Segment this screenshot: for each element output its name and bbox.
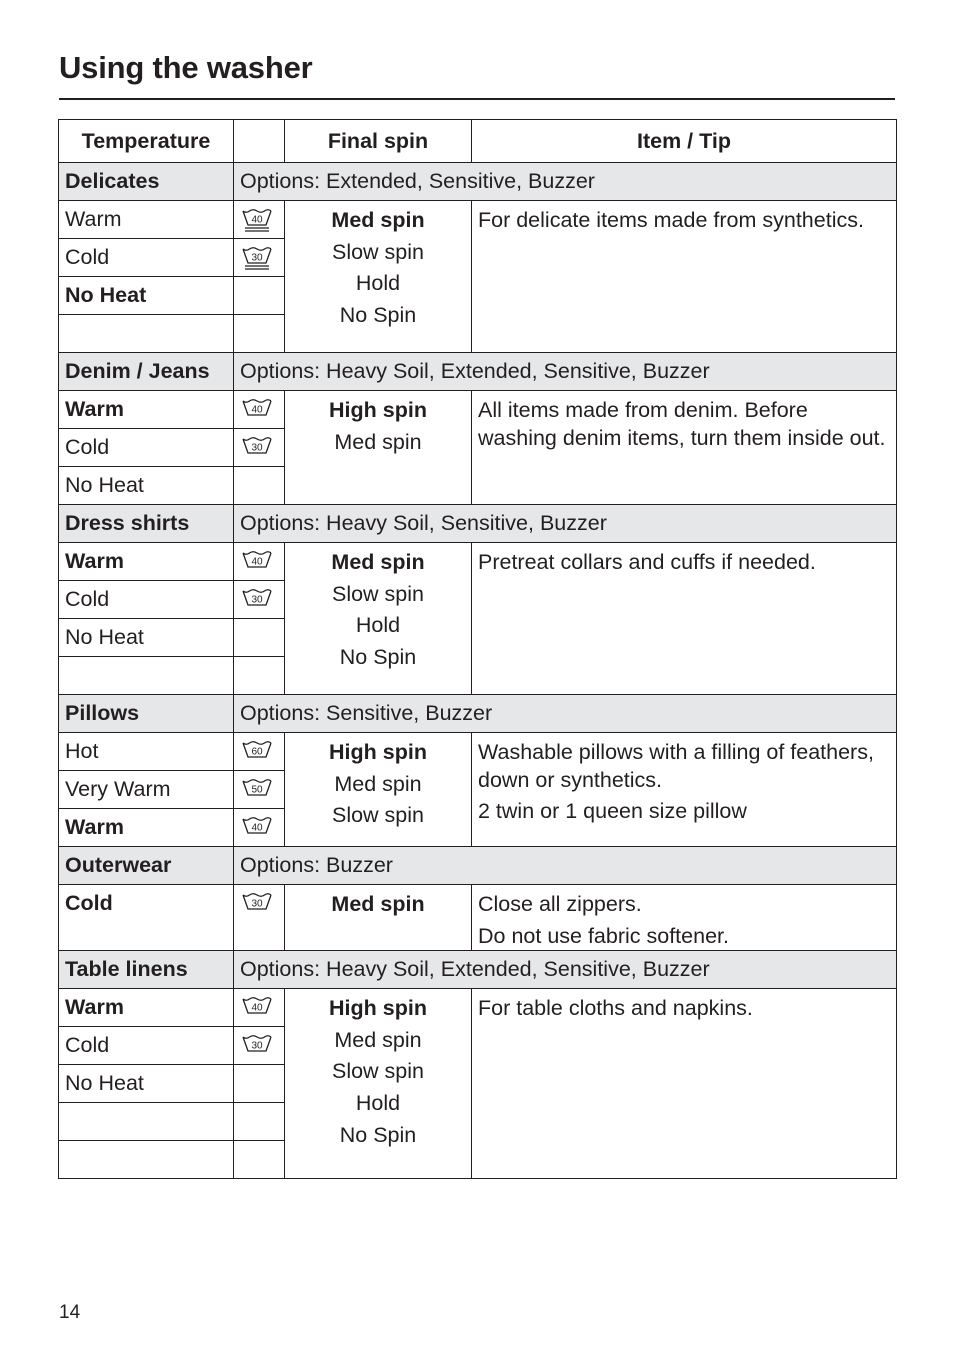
temperature-cell: Cold	[59, 885, 234, 951]
spin-option: Med spin	[334, 771, 422, 796]
program-header-row	[59, 163, 897, 201]
page-title: Using the washer	[59, 50, 313, 85]
final-spin-cell	[285, 391, 472, 505]
wash-symbol-cell	[234, 581, 285, 619]
tip-text: Close all zippers.	[478, 892, 642, 916]
wash-symbol-cell	[234, 1103, 285, 1141]
spin-option: Med spin	[331, 550, 425, 574]
tip-text: For table cloths and napkins.	[478, 996, 753, 1020]
spin-option: High spin	[329, 398, 427, 422]
page-number: 14	[59, 1302, 81, 1323]
wash-symbol-cell	[234, 1065, 285, 1103]
wash-tub-icon	[242, 588, 272, 614]
wash-symbol-cell	[234, 619, 285, 657]
program-name: Denim / Jeans	[59, 353, 234, 391]
temperature-cell: Cold	[59, 429, 234, 467]
wash-tub-icon	[242, 778, 272, 804]
temperature-cell: Warm	[59, 543, 234, 581]
temperature-cell: Warm	[59, 809, 234, 847]
temperature-cell: Cold	[59, 239, 234, 277]
wash-symbol-cell	[234, 809, 285, 847]
program-options: Options: Buzzer	[234, 847, 897, 885]
wash-temperature-value: 30	[251, 898, 263, 910]
wash-tub-icon	[242, 740, 272, 766]
spin-option: Slow spin	[331, 581, 424, 606]
final-spin-cell	[285, 885, 472, 951]
wash-tub-icon	[242, 550, 272, 576]
final-spin-cell	[285, 543, 472, 695]
program-options: Options: Heavy Soil, Extended, Sensitive, Buzzer	[234, 353, 897, 391]
tip-text: 2 twin or 1 queen size pillow	[478, 799, 747, 823]
wash-symbol-cell	[234, 657, 285, 695]
wash-symbol-cell	[234, 391, 285, 429]
wash-temperature-value: 60	[251, 746, 263, 758]
spin-option: Slow spin	[331, 803, 424, 828]
header-temperature: Temperature	[59, 120, 234, 163]
item-tip-cell	[472, 201, 897, 353]
temperature-cell	[59, 657, 234, 695]
wash-symbol-cell	[234, 989, 285, 1027]
temperature-cell: Warm	[59, 391, 234, 429]
temperature-cell: No Heat	[59, 1065, 234, 1103]
wash-symbol-cell	[234, 429, 285, 467]
table-body	[59, 163, 897, 1179]
spin-option: Med spin	[334, 1027, 422, 1052]
header-symbol	[234, 120, 285, 163]
wash-program-table	[58, 119, 897, 1179]
wash-temperature-value: 40	[251, 404, 263, 416]
wash-symbol-cell	[234, 1141, 285, 1179]
tip-text: Do not use fabric softener.	[478, 923, 729, 948]
wash-temperature-value: 30	[251, 252, 263, 264]
temperature-cell: No Heat	[59, 277, 234, 315]
wash-symbol-cell	[234, 315, 285, 353]
temperature-cell: Cold	[59, 581, 234, 619]
final-spin-cell	[285, 201, 472, 353]
wash-temperature-value: 40	[251, 1002, 263, 1014]
wash-temperature-value: 40	[251, 556, 263, 568]
program-options: Options: Sensitive, Buzzer	[234, 695, 897, 733]
program-name: Delicates	[59, 163, 234, 201]
wash-symbol-cell	[234, 543, 285, 581]
spin-option: Hold	[355, 1091, 401, 1116]
wash-symbol-cell	[234, 1027, 285, 1065]
table-row	[59, 391, 897, 429]
wash-tub-icon	[242, 892, 272, 918]
wash-symbol-cell	[234, 771, 285, 809]
program-header-row	[59, 505, 897, 543]
item-tip-cell	[472, 391, 897, 505]
program-options: Options: Heavy Soil, Extended, Sensitive, Buzzer	[234, 951, 897, 989]
wash-symbol-cell	[234, 201, 285, 239]
program-name: Outerwear	[59, 847, 234, 885]
table-row	[59, 989, 897, 1027]
program-header-row	[59, 847, 897, 885]
program-header-row	[59, 353, 897, 391]
tip-text: Washable pillows with a filling of feathers, down or synthetics.	[478, 740, 874, 792]
spin-option: No Spin	[339, 645, 417, 670]
temperature-cell: Warm	[59, 989, 234, 1027]
wash-tub-icon	[242, 436, 272, 462]
program-name: Dress shirts	[59, 505, 234, 543]
spin-option: Slow spin	[331, 239, 424, 264]
table-row	[59, 201, 897, 239]
item-tip-cell	[472, 885, 897, 951]
spin-option: Hold	[355, 613, 401, 638]
header-item-tip: Item / Tip	[472, 120, 897, 163]
table-row	[59, 733, 897, 771]
wash-temperature-value: 30	[251, 594, 263, 606]
temperature-cell: No Heat	[59, 619, 234, 657]
wash-temperature-value: 40	[251, 214, 263, 226]
item-tip-cell	[472, 543, 897, 695]
final-spin-cell	[285, 733, 472, 847]
temperature-cell: Cold	[59, 1027, 234, 1065]
table-header-row	[59, 120, 897, 163]
wash-symbol-cell	[234, 467, 285, 505]
tip-text: For delicate items made from synthetics.	[478, 208, 864, 232]
program-name: Pillows	[59, 695, 234, 733]
program-options: Options: Heavy Soil, Sensitive, Buzzer	[234, 505, 897, 543]
wash-tub-icon	[242, 246, 272, 272]
wash-temperature-value: 40	[251, 822, 263, 834]
wash-tub-icon	[242, 208, 272, 234]
table-row	[59, 543, 897, 581]
wash-temperature-value: 30	[251, 442, 263, 454]
wash-symbol-cell	[234, 239, 285, 277]
program-options: Options: Extended, Sensitive, Buzzer	[234, 163, 897, 201]
spin-option: High spin	[329, 996, 427, 1020]
tip-text: All items made from denim. Before washing denim items, turn them inside out.	[478, 398, 886, 450]
wash-tub-icon	[242, 1034, 272, 1060]
spin-option: No Spin	[339, 303, 417, 328]
wash-tub-icon	[242, 996, 272, 1022]
temperature-cell: Very Warm	[59, 771, 234, 809]
wash-tub-icon	[242, 398, 272, 424]
header-final-spin: Final spin	[285, 120, 472, 163]
program-name: Table linens	[59, 951, 234, 989]
wash-symbol-cell	[234, 277, 285, 315]
spin-option: Hold	[355, 271, 401, 296]
title-divider	[59, 98, 895, 100]
temperature-cell	[59, 1141, 234, 1179]
wash-symbol-cell	[234, 733, 285, 771]
spin-option: No Spin	[339, 1122, 417, 1147]
item-tip-cell	[472, 733, 897, 847]
wash-temperature-value: 30	[251, 1040, 263, 1052]
spin-option: High spin	[329, 740, 427, 764]
spin-option: Slow spin	[331, 1059, 424, 1084]
program-header-row	[59, 951, 897, 989]
wash-temperature-value: 50	[251, 784, 263, 796]
temperature-cell	[59, 1103, 234, 1141]
spin-option: Med spin	[331, 892, 425, 916]
spin-option: Med spin	[334, 429, 422, 454]
temperature-cell	[59, 315, 234, 353]
tip-text: Pretreat collars and cuffs if needed.	[478, 550, 816, 574]
temperature-cell: No Heat	[59, 467, 234, 505]
table-row	[59, 885, 897, 951]
spin-option: Med spin	[331, 208, 425, 232]
final-spin-cell	[285, 989, 472, 1179]
wash-tub-icon	[242, 816, 272, 842]
item-tip-cell	[472, 989, 897, 1179]
program-header-row	[59, 695, 897, 733]
temperature-cell: Hot	[59, 733, 234, 771]
temperature-cell: Warm	[59, 201, 234, 239]
wash-symbol-cell	[234, 885, 285, 951]
